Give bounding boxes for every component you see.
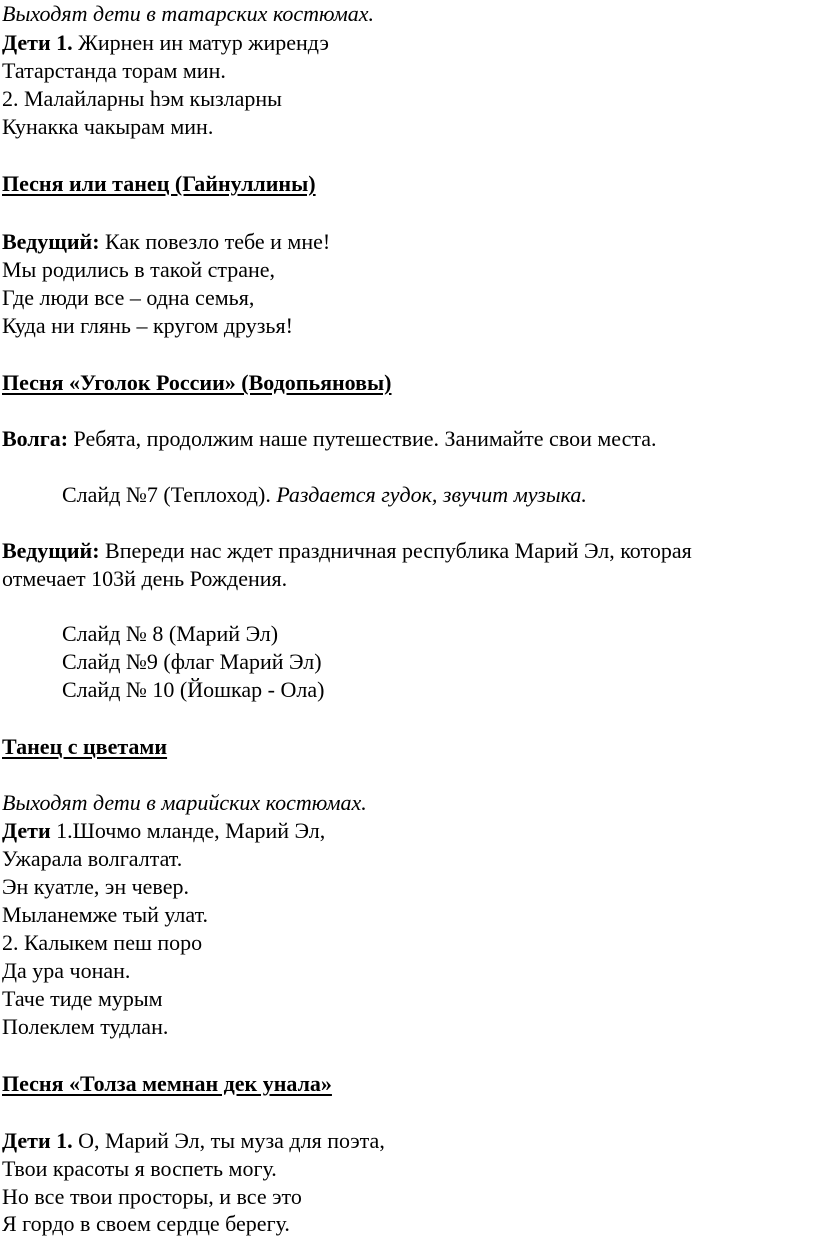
speaker-label: Ведущий: (2, 538, 100, 563)
dialogue-text: Впереди нас ждет праздничная республика Марий Эл, которая (105, 538, 692, 563)
dialogue-text: Ребята, продолжим наше путешествие. Занимайте свои места. (73, 426, 657, 451)
section-heading: Песня или танец (Гайнуллины) (2, 171, 316, 196)
verse-line (2, 228, 330, 256)
dialogue-line (2, 537, 692, 565)
verse-line (2, 817, 325, 845)
verse-line: Где люди все – одна семья, (2, 285, 255, 310)
verse-line: Куда ни глянь – кругом друзья! (2, 313, 293, 338)
verse-text: Жирнен ин матур жирендэ (78, 30, 329, 55)
verse-line: Мы родились в такой стране, (2, 257, 276, 282)
section-heading: Танец с цветами (2, 734, 168, 759)
verse-line: Мыланемже тый улат. (2, 902, 209, 927)
speaker-label: Волга: (2, 426, 69, 451)
verse-line (2, 1127, 385, 1155)
slide-label: Слайд №7 (Теплоход). (62, 482, 271, 507)
speaker-label: Дети 1. (2, 1128, 73, 1153)
verse-line: Полеклем тудлан. (2, 1014, 169, 1039)
slide-item (62, 481, 587, 509)
verse-line: Твои красоты я воспеть могу. (2, 1156, 277, 1181)
verse-text: 1.Шочмо мланде, Марий Эл, (56, 818, 326, 843)
verse-line: Но все твои просторы, и все это (2, 1184, 302, 1209)
verse-line: Ужарала волгалтат. (2, 846, 183, 871)
dialogue-line: отмечает 103й день Рождения. (2, 566, 288, 591)
speaker-label: Дети 1. (2, 30, 73, 55)
stage-direction: Раздается гудок, звучит музыка. (276, 482, 587, 507)
verse-line: Эн куатле, эн чевер. (2, 874, 189, 899)
stage-direction: Выходят дети в татарских костюмах. (2, 1, 375, 26)
section-heading: Песня «Уголок России» (Водопьяновы) (2, 370, 392, 395)
stage-direction: Выходят дети в марийских костюмах. (2, 790, 367, 815)
slide-item: Слайд № 8 (Марий Эл) (62, 621, 279, 646)
verse-line: Таче тиде мурым (2, 986, 163, 1011)
speaker-label: Ведущий: (2, 229, 100, 254)
slide-item: Слайд № 10 (Йошкар - Ола) (62, 677, 325, 702)
verse-line: Кунакка чакырам мин. (2, 114, 214, 139)
verse-line: 2. Калыкем пеш поро (2, 930, 203, 955)
dialogue-line (2, 425, 656, 453)
verse-line: Я гордо в своем сердце берегу. (2, 1211, 290, 1236)
slide-item: Слайд №9 (флаг Марий Эл) (62, 649, 322, 674)
verse-line: Татарстанда торам мин. (2, 58, 226, 83)
verse-line: 2. Малайларны hэм кызларны (2, 86, 282, 111)
speaker-label: Дети (2, 818, 51, 843)
verse-line: Да ура чонан. (2, 958, 131, 983)
verse-text: О, Марий Эл, ты муза для поэта, (78, 1128, 385, 1153)
verse-line (2, 29, 329, 57)
verse-text: Как повезло тебе и мне! (105, 229, 331, 254)
section-heading: Песня «Толза мемнан дек унала» (2, 1071, 332, 1096)
